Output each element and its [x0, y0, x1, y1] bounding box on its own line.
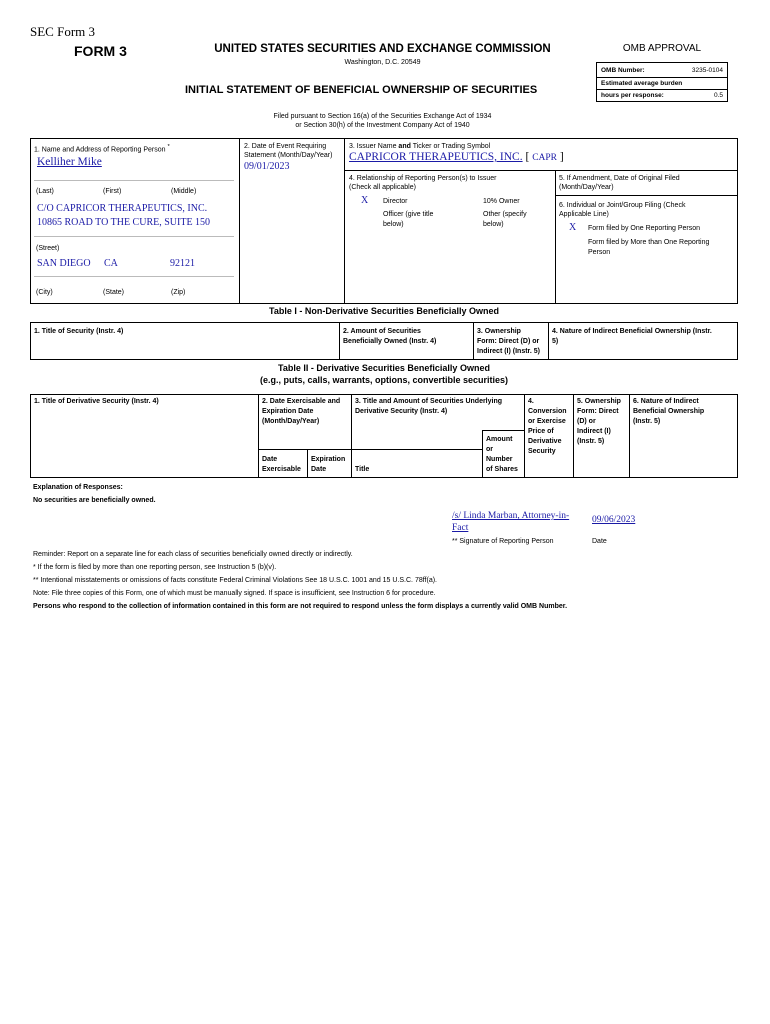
omb-number-label: OMB Number:	[601, 67, 645, 74]
agency-title: UNITED STATES SECURITIES AND EXCHANGE COMMISSION	[214, 43, 551, 55]
table2-title-line2: (e.g., puts, calls, warrants, options, convertible securities)	[259, 375, 509, 385]
note-file-copies: Note: File three copies of this Form, one of which must be manually signed. If space is insufficient, see Instruction 6 for procedure.	[33, 590, 436, 597]
last-label: (Last)	[36, 188, 54, 195]
table1-col1-header: 1. Title of Security (Instr. 4)	[34, 328, 124, 335]
officer-label-line1: Officer (give title	[383, 211, 434, 218]
more-persons-label-line2: Person	[588, 249, 611, 256]
middle-label: (Middle)	[171, 188, 197, 195]
box5-label-line1: 5. If Amendment, Date of Original Filed	[559, 175, 680, 182]
ten-percent-owner-label: 10% Owner	[483, 198, 520, 205]
sub-amount-line1: Amount	[486, 436, 513, 443]
burden-label: Estimated average burden	[601, 80, 683, 87]
sub-title: Title	[355, 466, 370, 473]
table2-col2-header-line1: 2. Date Exercisable and	[262, 398, 341, 405]
signature-line1[interactable]: /s/ Linda Marban, Attorney-in-	[452, 511, 570, 521]
box6-label-line1: 6. Individual or Joint/Group Filing (Check	[559, 202, 686, 209]
omb-approval-title: OMB APPROVAL	[622, 43, 702, 54]
note-omb-respond: Persons who respond to the collection of information contained in this form are not required to respond unless the form displays a currently valid OMB Number.	[33, 603, 568, 610]
table1-col2-header-line1: 2. Amount of Securities	[343, 328, 421, 335]
table2-col3-header-line2: Derivative Security (Instr. 4)	[355, 408, 448, 415]
form-title: FORM 3	[74, 43, 127, 59]
table2-col6-header-line3: (Instr. 5)	[633, 418, 661, 425]
first-label: (First)	[103, 188, 122, 195]
box1-label: 1. Name and Address of Reporting Person *	[34, 144, 170, 154]
reporting-person-name[interactable]: Kelliher Mike	[37, 156, 102, 168]
signature-date: 09/06/2023	[592, 515, 636, 525]
state-value: CA	[104, 258, 118, 269]
omb-number-value: 3235-0104	[691, 67, 723, 74]
table2-col2-header-line2: Expiration Date	[262, 408, 314, 415]
zip-label: (Zip)	[171, 289, 186, 296]
other-label-line1: Other (specify	[483, 211, 527, 218]
table1-title: Table I - Non-Derivative Securities Beneficially Owned	[269, 306, 499, 316]
table1-col3-header-line1: 3. Ownership	[477, 328, 521, 335]
box2-label-line1: 2. Date of Event Requiring	[244, 143, 327, 150]
box4-label-line2: (Check all applicable)	[349, 184, 416, 191]
table2-col5-header-line5: (Instr. 5)	[577, 438, 605, 445]
issuer-line: CAPRICOR THERAPEUTICS, INC. [ CAPR ]	[349, 151, 564, 163]
table2-col3-header-line1: 3. Title and Amount of Securities Underlying	[355, 398, 503, 405]
table2-title-line1: Table II - Derivative Securities Beneficially Owned	[278, 363, 490, 373]
box6-label-line2: Applicable Line)	[559, 211, 609, 218]
table2-col4-header-line2: Conversion	[528, 408, 567, 415]
event-date-value: 09/01/2023	[244, 161, 290, 172]
table1-col4-header-line2: 5)	[552, 338, 559, 345]
other-label-line2: below)	[483, 221, 504, 228]
issuer-name-link[interactable]: CAPRICOR THERAPEUTICS, INC.	[349, 151, 523, 163]
one-person-label: Form filed by One Reporting Person	[588, 225, 701, 232]
box5-label-line2: (Month/Day/Year)	[559, 184, 614, 191]
sub-amount-line3: Number	[486, 456, 513, 463]
note-misstatements: ** Intentional misstatements or omissions of facts constitute Federal Criminal Violations See 18 U.S.C. 1001 and 15 U.S.C. 78ff(a).	[33, 577, 437, 584]
officer-label-line2: below)	[383, 221, 404, 228]
director-label: Director	[383, 198, 408, 205]
zip-value: 92121	[170, 258, 195, 269]
hours-value: 0.5	[713, 92, 723, 99]
signature-date-label: Date	[592, 538, 607, 545]
omb-box	[596, 62, 728, 102]
sub-amount-line4: of Shares	[486, 466, 518, 473]
filed-pursuant-line2: or Section 30(h) of the Investment Company Act of 1940	[295, 122, 470, 129]
table2-col5-header-line1: 5. Ownership	[577, 398, 621, 405]
table2-col2-header-line3: (Month/Day/Year)	[262, 418, 320, 425]
sub-date-exercisable-line1: Date	[262, 456, 278, 463]
city-value: SAN DIEGO	[37, 258, 91, 269]
table2-col5-header-line4: Indirect (I)	[577, 428, 611, 435]
sub-date-exercisable-line2: Exercisable	[262, 466, 301, 473]
table1-col3-header-line3: Indirect (I) (Instr. 5)	[477, 348, 541, 355]
ticker-symbol: CAPR	[532, 153, 558, 163]
city-label: (City)	[36, 289, 53, 296]
sub-expiration-line2: Date	[311, 466, 327, 473]
signature-line2[interactable]: Fact	[452, 523, 469, 533]
director-check-mark: X	[361, 195, 369, 206]
table2-col4-header-line6: Security	[528, 448, 556, 455]
note-multiple-persons: * If the form is filed by more than one reporting person, see Instruction 5 (b)(v).	[33, 564, 277, 571]
state-label: (State)	[103, 289, 125, 296]
box3-label: 3. Issuer Name and Ticker or Trading Symbol	[349, 143, 491, 150]
filed-pursuant-line1: Filed pursuant to Section 16(a) of the Securities Exchange Act of 1934	[273, 113, 492, 120]
table2-col4-header-line1: 4.	[528, 398, 534, 405]
hours-label: hours per response:	[601, 92, 664, 99]
address-line1: C/O CAPRICOR THERAPEUTICS, INC.	[37, 203, 208, 214]
street-label: (Street)	[36, 245, 60, 252]
table2-col4-header-line4: Price of	[528, 428, 554, 435]
table2-col6-header-line1: 6. Nature of Indirect	[633, 398, 699, 405]
sub-amount-line2: or	[486, 446, 493, 453]
explanation-text: No securities are beneficially owned.	[33, 497, 156, 504]
agency-location: Washington, D.C. 20549	[344, 59, 421, 66]
table2-col6-header-line2: Beneficial Ownership	[633, 408, 705, 415]
more-persons-label-line1: Form filed by More than One Reporting	[588, 239, 710, 246]
signature-label: ** Signature of Reporting Person	[452, 538, 554, 545]
table2-col1-header: 1. Title of Derivative Security (Instr. 4)	[34, 398, 159, 405]
table2-col5-header-line3: (D) or	[577, 418, 596, 425]
box4-label-line1: 4. Relationship of Reporting Person(s) to Issuer	[349, 175, 497, 182]
reminder-text: Reminder: Report on a separate line for each class of securities beneficially owned directly or indirectly.	[33, 551, 353, 558]
table2-col5-header-line2: Form: Direct	[577, 408, 619, 415]
sub-expiration-line1: Expiration	[311, 456, 346, 463]
table1-col3-header-line2: Form: Direct (D) or	[477, 338, 540, 345]
one-person-check-mark: X	[569, 222, 577, 233]
sec-form-label: SEC Form 3	[30, 24, 96, 39]
table2-col4-header-line3: or Exercise	[528, 418, 566, 425]
box2-label-line2: Statement (Month/Day/Year)	[244, 152, 333, 159]
explanation-label: Explanation of Responses:	[33, 484, 123, 491]
address-line2: 10865 ROAD TO THE CURE, SUITE 150	[37, 217, 211, 228]
table1-col4-header-line1: 4. Nature of Indirect Beneficial Ownership (Instr.	[552, 328, 712, 335]
statement-title: INITIAL STATEMENT OF BENEFICIAL OWNERSHIP OF SECURITIES	[185, 84, 538, 96]
table2-col4-header-line5: Derivative	[528, 438, 562, 445]
table1-col2-header-line2: Beneficially Owned (Instr. 4)	[343, 338, 437, 345]
